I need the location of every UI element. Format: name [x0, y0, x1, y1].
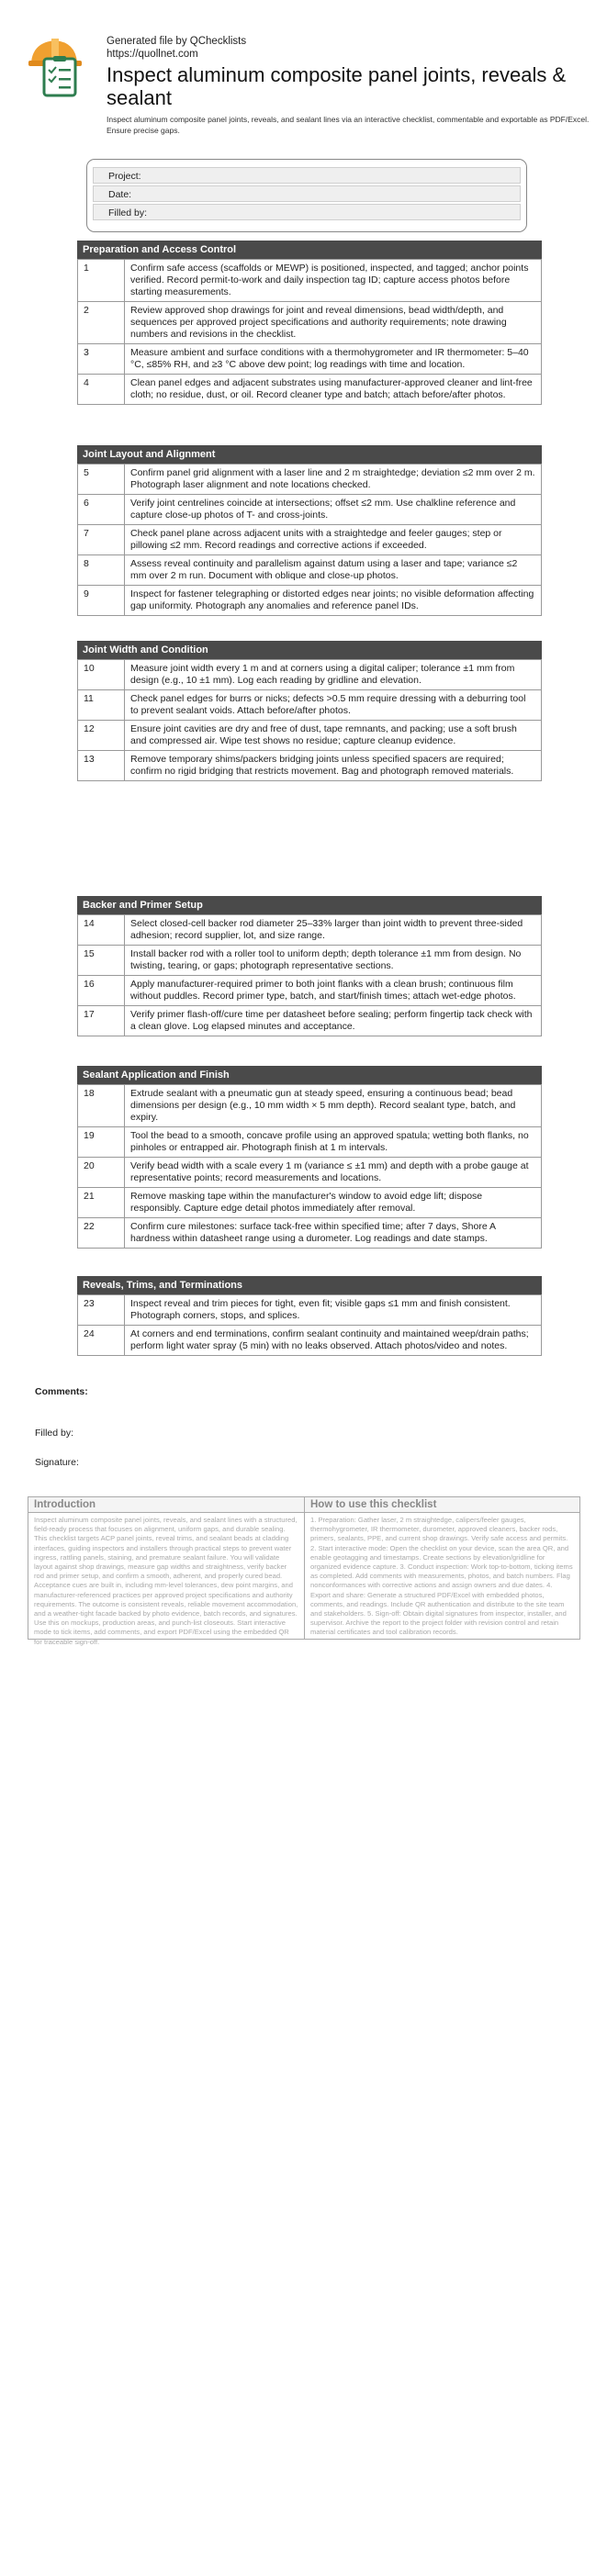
table-row[interactable] [78, 260, 542, 302]
item-number: 17 [78, 1006, 125, 1036]
section-title: Backer and Primer Setup [77, 896, 542, 914]
item-text: Check panel plane across adjacent units with a straightedge and feeler gauges; step or pillowing ≤2 mm. Record readings and corrective actions if exceeded. [125, 525, 542, 555]
project-field[interactable]: Project: [93, 167, 521, 184]
date-field[interactable]: Date: [93, 185, 521, 202]
introduction-text: Inspect aluminum composite panel joints, reveals, and sealant lines with a structured, field-ready process that focuses on alignment, uniform gaps, and durable sealing. This checklist targets ACP panel joints, reveal trims, and sealant beads at cladding interfaces, guiding inspectors and installers through practical steps to prevent water ingress, rattling panels, staining, and premature sealant failure. You will validate layout against shop drawings, measure gap widths and straightness, verify backer rod and primer setup, and confirm a smooth, adherent, and properly cured bead. Acceptance cues are built in, including mm-level tolerances, dew point margins, and manufacturer-referenced practices per approved project specifications and authority requirements. The outcome is consistent reveals, reliable movement accommodation, and a weather-tight facade backed by photo evidence, batch records, and signatures. Use this on mockups, production areas, and punch-list closeouts. Start interactive mode to tick items, add comments, and export PDF/Excel using the embedded QR for traceable sign-off. [34, 1516, 298, 1646]
checklist-table [77, 464, 542, 616]
item-text: Verify bead width with a scale every 1 m (variance ≤ ±1 mm) and depth with a probe gauge at representative points; record measurements and locations. [125, 1158, 542, 1188]
table-row[interactable] [78, 751, 542, 781]
item-text: Inspect reveal and trim pieces for tight, even fit; visible gaps ≤1 mm and finish consistent. Photograph corners, stops, and splices. [125, 1295, 542, 1326]
table-row[interactable] [78, 1326, 542, 1356]
table-row[interactable] [78, 660, 542, 690]
signature-label: Signature: [35, 1457, 79, 1468]
table-row[interactable] [78, 976, 542, 1006]
item-number: 13 [78, 751, 125, 781]
item-text: Check panel edges for burrs or nicks; defects >0.5 mm require dressing with a deburring tool to prevent sealant voids. Attach before/after photos. [125, 690, 542, 721]
item-number: 7 [78, 525, 125, 555]
table-row[interactable] [78, 495, 542, 525]
item-number: 23 [78, 1295, 125, 1326]
section-title: Preparation and Access Control [77, 241, 542, 259]
section-preparation [77, 241, 542, 405]
item-number: 2 [78, 302, 125, 344]
checklist-table [77, 1084, 542, 1249]
item-text: Install backer rod with a roller tool to uniform depth; depth tolerance ±1 mm from design. No twisting, tearing, or gaps; photograph representative sections. [125, 946, 542, 976]
generated-by: Generated file by QChecklists [107, 36, 247, 47]
table-row[interactable] [78, 1006, 542, 1036]
item-number: 12 [78, 721, 125, 751]
table-row[interactable] [78, 1127, 542, 1158]
section-title: Sealant Application and Finish [77, 1066, 542, 1084]
item-text: Clean panel edges and adjacent substrates using manufacturer-approved cleaner and lint-free cloth; no residue, dust, or oil. Record cleaner type and batch; attach before/after photos. [125, 375, 542, 405]
table-row[interactable] [78, 1085, 542, 1127]
item-number: 18 [78, 1085, 125, 1127]
item-number: 21 [78, 1188, 125, 1218]
item-number: 3 [78, 344, 125, 375]
introduction-heading: Introduction [28, 1497, 304, 1513]
intro-howto-box [28, 1496, 580, 1646]
section-backer-primer [77, 896, 542, 1036]
checklist-table [77, 259, 542, 405]
filled-by-field[interactable]: Filled by: [93, 204, 521, 220]
table-row[interactable] [78, 555, 542, 586]
howto-text: 1. Preparation: Gather laser, 2 m straightedge, calipers/feeler gauges, thermohygrometer, IR thermometer, durometer, approved cleaners, backer rods, primers, sealants, PPE, and current shop drawings. Verify safe access and permits. 2. Start interactive mode: Open the checklist on your device, scan the area QR, and enable geotagging and timestamps. Create sections by elevation/gridline for organized evidence capture. 3. Conduct inspection: Work top-to-bottom, ticking items as completed. Add comments with measurements, photos, and batch numbers. Flag nonconformances with corrective actions and assign owners and due dates. 4. Export and share: Generate a structured PDF/Excel with embedded photos, comments, and readings. Include QR authentication and distribute to the site team and stakeholders. 5. Sign-off: Obtain digital signatures from inspector, installer, and supervisor. Archive the report to the project folder with revision control and retain material certificates and tool calibration records. [310, 1516, 573, 1637]
item-number: 5 [78, 465, 125, 495]
source-url[interactable]: https://quollnet.com [107, 49, 198, 60]
item-number: 4 [78, 375, 125, 405]
section-joint-width [77, 641, 542, 781]
table-row[interactable] [78, 1158, 542, 1188]
table-row[interactable] [78, 915, 542, 946]
section-reveals-trims [77, 1276, 542, 1356]
item-text: Confirm cure milestones: surface tack-free within specified time; after 7 days, Shore A hardness within datasheet range using a durometer. Log readings and date stamps. [125, 1218, 542, 1249]
item-number: 20 [78, 1158, 125, 1188]
table-row[interactable] [78, 344, 542, 375]
item-number: 24 [78, 1326, 125, 1356]
table-row[interactable] [78, 1188, 542, 1218]
item-text: Confirm panel grid alignment with a laser line and 2 m straightedge; deviation ≤2 mm over 2 m. Photograph laser alignment and note locations checked. [125, 465, 542, 495]
section-title: Joint Width and Condition [77, 641, 542, 659]
item-number: 22 [78, 1218, 125, 1249]
page-title: Inspect aluminum composite panel joints, reveals & sealant [107, 63, 567, 109]
item-number: 15 [78, 946, 125, 976]
table-row[interactable] [78, 465, 542, 495]
item-text: At corners and end terminations, confirm sealant continuity and maintained weep/drain paths; perform light water spray (5 min) with no leaks observed. Attach photos/video and notes. [125, 1326, 542, 1356]
item-number: 10 [78, 660, 125, 690]
comments-label: Comments: [35, 1386, 88, 1397]
section-joint-layout [77, 445, 542, 616]
table-row[interactable] [78, 586, 542, 616]
checklist-table [77, 914, 542, 1036]
item-number: 16 [78, 976, 125, 1006]
howto-heading: How to use this checklist [305, 1497, 579, 1513]
checklist-logo-icon [28, 35, 84, 97]
item-text: Measure joint width every 1 m and at corners using a digital caliper; tolerance ±1 mm from design (e.g., 10 ±1 mm). Log each reading by gridline and elevation. [125, 660, 542, 690]
item-text: Remove temporary shims/packers bridging joints unless specified spacers are required; confirm no rigid bridging that restricts movement. Bag and photograph removed materials. [125, 751, 542, 781]
table-row[interactable] [78, 690, 542, 721]
filled-by-label: Filled by: [35, 1428, 74, 1439]
section-sealant-application [77, 1066, 542, 1249]
item-text: Inspect for fastener telegraphing or distorted edges near joints; no visible deformation affecting gap uniformity. Photograph any anomalies and reference panel IDs. [125, 586, 542, 616]
item-number: 14 [78, 915, 125, 946]
introduction-column [28, 1497, 304, 1646]
table-row[interactable] [78, 946, 542, 976]
item-text: Ensure joint cavities are dry and free of dust, tape remnants, and packing; use a soft brush and compressed air. Wipe test shows no residue; capture cleanup evidence. [125, 721, 542, 751]
item-text: Review approved shop drawings for joint and reveal dimensions, bead width/depth, and sequences per approved project specifications and authority requirements; note drawing numbers and revisions in the checklist. [125, 302, 542, 344]
howto-column [304, 1497, 579, 1639]
item-number: 11 [78, 690, 125, 721]
item-number: 9 [78, 586, 125, 616]
item-number: 6 [78, 495, 125, 525]
table-row[interactable] [78, 1295, 542, 1326]
project-info-box [86, 159, 527, 232]
item-text: Apply manufacturer-required primer to both joint flanks with a clean brush; continuous film without puddles. Record primer type, batch, and start/finish times; attach wet-edge photos. [125, 976, 542, 1006]
section-title: Joint Layout and Alignment [77, 445, 542, 464]
table-row[interactable] [78, 525, 542, 555]
item-text: Extrude sealant with a pneumatic gun at steady speed, ensuring a continuous bead; bead dimensions per design (e.g., 10 mm width × 5 mm depth). Record sealant type, batch, and expiry. [125, 1085, 542, 1127]
item-number: 8 [78, 555, 125, 586]
table-row[interactable] [78, 721, 542, 751]
checklist-table [77, 659, 542, 781]
item-text: Confirm safe access (scaffolds or MEWP) is positioned, inspected, and tagged; anchor points verified. Record permit-to-work and daily inspection tag ID; capture access photos before starting measurements. [125, 260, 542, 302]
item-text: Assess reveal continuity and parallelism against datum using a laser and tape; variance ≤2 mm over 2 m run. Document with oblique and close-up photos. [125, 555, 542, 586]
header-text [107, 35, 602, 136]
section-title: Reveals, Trims, and Terminations [77, 1276, 542, 1294]
table-row[interactable] [78, 302, 542, 344]
item-number: 1 [78, 260, 125, 302]
item-text: Verify primer flash-off/cure time per datasheet before sealing; perform fingertip tack check with a clean glove. Log elapsed minutes and acceptance. [125, 1006, 542, 1036]
item-text: Measure ambient and surface conditions with a thermohygrometer and IR thermometer: 5–40 °C, ≤85% RH, and ≥3 °C above dew point; log readings with time and location. [125, 344, 542, 375]
checklist-table [77, 1294, 542, 1356]
item-number: 19 [78, 1127, 125, 1158]
item-text: Tool the bead to a smooth, concave profile using an approved spatula; wetting both flanks, no pinholes or entrapped air. Photograph finish at 1 m intervals. [125, 1127, 542, 1158]
table-row[interactable] [78, 375, 542, 405]
item-text: Select closed-cell backer rod diameter 25–33% larger than joint width to prevent three-sided adhesion; record supplier, lot, and size range. [125, 915, 542, 946]
item-text: Remove masking tape within the manufacturer's window to avoid edge lift; dispose responsibly. Capture edge detail photos immediately after removal. [125, 1188, 542, 1218]
table-row[interactable] [78, 1218, 542, 1249]
page-subtitle: Inspect aluminum composite panel joints, reveals, and sealant lines via an interactive checklist, commentable and exportable as PDF/Excel. Ensure precise gaps. [107, 115, 590, 135]
item-text: Verify joint centrelines coincide at intersections; offset ≤2 mm. Use chalkline reference and capture close-up photos of T- and cross-joints. [125, 495, 542, 525]
